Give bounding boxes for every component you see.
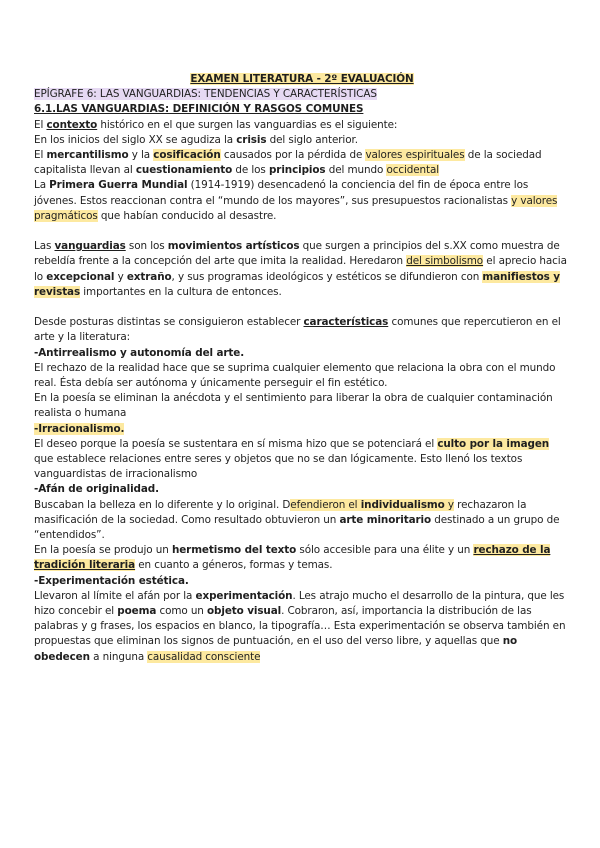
- term-poema: poema: [117, 605, 157, 618]
- exam-title-text: EXAMEN LITERATURA - 2º EVALUACIÓN: [190, 73, 414, 85]
- paragraph-vanguardias: Las vanguardias son los movimientos artísticos que surgen a principios del s.XX como muestra de rebeldía frente a la concepción del arte que imita la realidad. Heredaron del simbolismo el aprecio hacia lo excepcional y extraño, y sus programas ideológicos y estéticos se difundieron con manifiestos y revistas importantes en la cultura de entonces.: [34, 240, 567, 298]
- highlight-causalidad: causalidad consciente: [147, 650, 261, 663]
- paragraph-caracteristicas: Desde posturas distintas se consiguieron establecer características comunes que repercutieron en el arte y la literatura:: [34, 316, 561, 344]
- term-movimientos-artisticos: movimientos artísticos: [167, 240, 300, 253]
- term-no-obedecen: no obedecen: [34, 635, 518, 663]
- section-heading: 6.1.LAS VANGUARDIAS: DEFINICIÓN Y RASGOS COMUNES: [34, 103, 364, 116]
- term-primera-guerra: Primera Guerra Mundial: [49, 179, 188, 192]
- subheading-originalidad: -Afán de originalidad.: [34, 483, 159, 496]
- highlight-occidental: occidental: [386, 164, 440, 177]
- subheading-antirrealismo: -Antirrealismo y autonomía del arte.: [34, 346, 245, 359]
- term-objeto-visual: objeto visual: [207, 605, 282, 618]
- subheading-experimentacion: -Experimentación estética.: [34, 574, 189, 587]
- paragraph-mercantilismo: El mercantilismo y la cosificación causados por la pérdida de valores espirituales de la sociedad capitalista llevan al cuestionamiento de los principios del mundo occidental: [34, 149, 542, 177]
- term-cuestionamiento: cuestionamiento: [135, 164, 233, 177]
- term-cosificacion: cosificación: [153, 149, 221, 162]
- paragraph-context: El contexto histórico en el que surgen las vanguardias es el siguiente:: [34, 118, 398, 131]
- spacer: [34, 224, 570, 239]
- highlight-manifiestos: manifiestos y revistas: [34, 270, 560, 298]
- subheading-irracionalismo: -Irracionalismo.: [34, 422, 125, 435]
- term-caracteristicas: características: [303, 316, 389, 329]
- term-mercantilismo: mercantilismo: [46, 149, 129, 162]
- highlight-valores-espirituales: valores espirituales: [365, 149, 465, 162]
- term-principios: principios: [268, 164, 326, 177]
- term-experimentacion: experimentación: [195, 589, 293, 602]
- term-hermetismo: hermetismo del texto: [171, 544, 297, 557]
- highlight-culto-imagen: culto por la imagen: [437, 437, 550, 450]
- term-crisis: crisis: [236, 133, 267, 146]
- highlight-simbolismo: del simbolismo: [406, 255, 484, 268]
- term-excepcional: excepcional: [46, 270, 115, 283]
- epigrafe-text: EPÍGRAFE 6: LAS VANGUARDIAS: TENDENCIAS Y CARACTERÍSTICAS: [34, 88, 377, 101]
- highlight-valores-pragmaticos: y valores pragmáticos: [34, 194, 558, 222]
- paragraph-guerra: La Primera Guerra Mundial (1914-1919) desencadenó la conciencia del fin de época entre los jóvenes. Estos reaccionan contra el “mundo de los mayores”, sus presupuestos racionalistas y valores pragmáticos que habían conducido al desastre.: [34, 179, 558, 222]
- paragraph-antirrealismo: El rechazo de la realidad hace que se suprima cualquier elemento que relaciona la obra con el mundo real. Ésta debía ser autónoma y únicamente perseguir el fin estético.: [34, 361, 556, 390]
- paragraph-hermetismo: En la poesía se produjo un hermetismo del texto sólo accesible para una élite y un rechazo de la tradición literaria en cuanto a géneros, formas y temas.: [34, 544, 551, 572]
- epigrafe-heading: [34, 87, 570, 102]
- highlight-individualismo: individualismo: [360, 498, 445, 511]
- paragraph-experimentacion: Llevaron al límite el afán por la experimentación. Les atrajo mucho el desarrollo de la pintura, que les hizo concebir el poema como un objeto visual. Cobraron, así, importancia la distribución de las palabras y g frases, los espacios en blanco, la tipografía… Esta experimentación se observa también en propuestas que eliminan los signos de puntuación, en el uso del verso libre, y aquellas que no obedecen a ninguna causalidad consciente: [34, 589, 566, 663]
- paragraph-originalidad: Buscaban la belleza en lo diferente y lo original. Defendieron el individualismo y rechazaron la masificación de la sociedad. Como resultado obtuvieron un arte minoritario destinado a un grupo de “entendidos”.: [34, 498, 560, 542]
- paragraph-crisis: En los inicios del siglo XX se agudiza la crisis del siglo anterior.: [34, 133, 358, 146]
- term-vanguardias: vanguardias: [54, 240, 126, 253]
- highlight-rechazo-tradicion: rechazo de la tradición literaria: [34, 544, 551, 572]
- term-contexto: contexto: [46, 118, 98, 131]
- term-arte-minoritario: arte minoritario: [339, 513, 432, 526]
- exam-title: [34, 72, 570, 87]
- paragraph-irracionalismo: El deseo porque la poesía se sustentara en sí misma hizo que se potenciará el culto por la imagen que establece relaciones entre seres y objetos que no se dan lógicamente. Esto llenó los textos vanguardistas de irracionalismo: [34, 437, 550, 481]
- term-extrano: extraño: [126, 270, 172, 283]
- paragraph-poesia-anecdota: En la poesía se eliminan la anécdota y el sentimiento para liberar la obra de cualquier contaminación realista o humana: [34, 392, 553, 420]
- spacer: [34, 300, 570, 315]
